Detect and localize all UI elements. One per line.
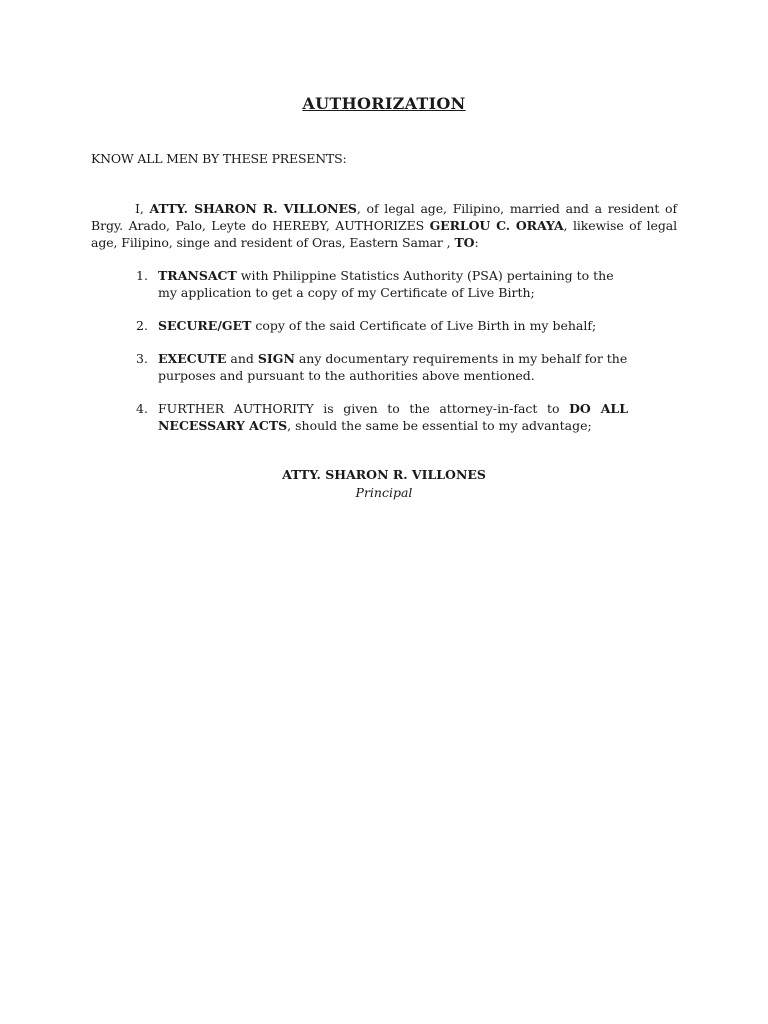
list-item-text [158,350,628,384]
para-text-2: , likewise of legal age, Filipino, singe and resident of Oras, Eastern Samar , [91,218,677,250]
list-item-body: copy of the said Certificate of Live Birth in my behalf; [251,318,597,333]
list-item-keyword: EXECUTE [158,351,227,366]
para-to: TO [454,235,475,250]
list-item-keyword: SIGN [257,351,295,366]
authorization-paragraph [91,200,677,251]
document-title: AUTHORIZATION [302,94,466,113]
list-item-body: FURTHER AUTHORITY is given to the attorney-in-fact to [158,401,570,416]
list-item-body: any documentary requirements in my behalf for the purposes and pursuant to the authorities above mentioned. [158,351,628,383]
para-intro: I, [135,201,144,216]
list-item-text [158,267,628,301]
para-colon: : [474,235,479,250]
principal-name: ATTY. SHARON R. VILLONES [149,201,357,216]
list-item-keyword: DO ALL NECESSARY ACTS [158,401,629,433]
para-text-1: , of legal age, Filipino, married and a resident of Brgy. Arado, Palo, Leyte do HEREBY, AUTHORIZES [91,201,678,233]
list-item-number: 1. [136,268,148,283]
list-item-number: 2. [136,318,148,333]
list-item-text [158,400,628,434]
signature-title: Principal [355,485,413,500]
list-item-keyword: SECURE/GET [158,318,252,333]
opening-line: KNOW ALL MEN BY THESE PRESENTS: [91,151,347,166]
list-item-keyword: TRANSACT [158,268,237,283]
list-item-body: , should the same be essential to my advantage; [287,418,592,433]
signature-name: ATTY. SHARON R. VILLONES [282,467,486,482]
list-item-text [158,317,628,334]
list-item-number: 4. [136,401,148,416]
agent-name: GERLOU C. ORAYA [429,218,564,233]
list-item-body: and [226,351,258,366]
list-item-body: with Philippine Statistics Authority (PSA) pertaining to the my application to get a copy of my Certificate of Live Birth; [158,268,614,300]
list-item-number: 3. [136,351,148,366]
